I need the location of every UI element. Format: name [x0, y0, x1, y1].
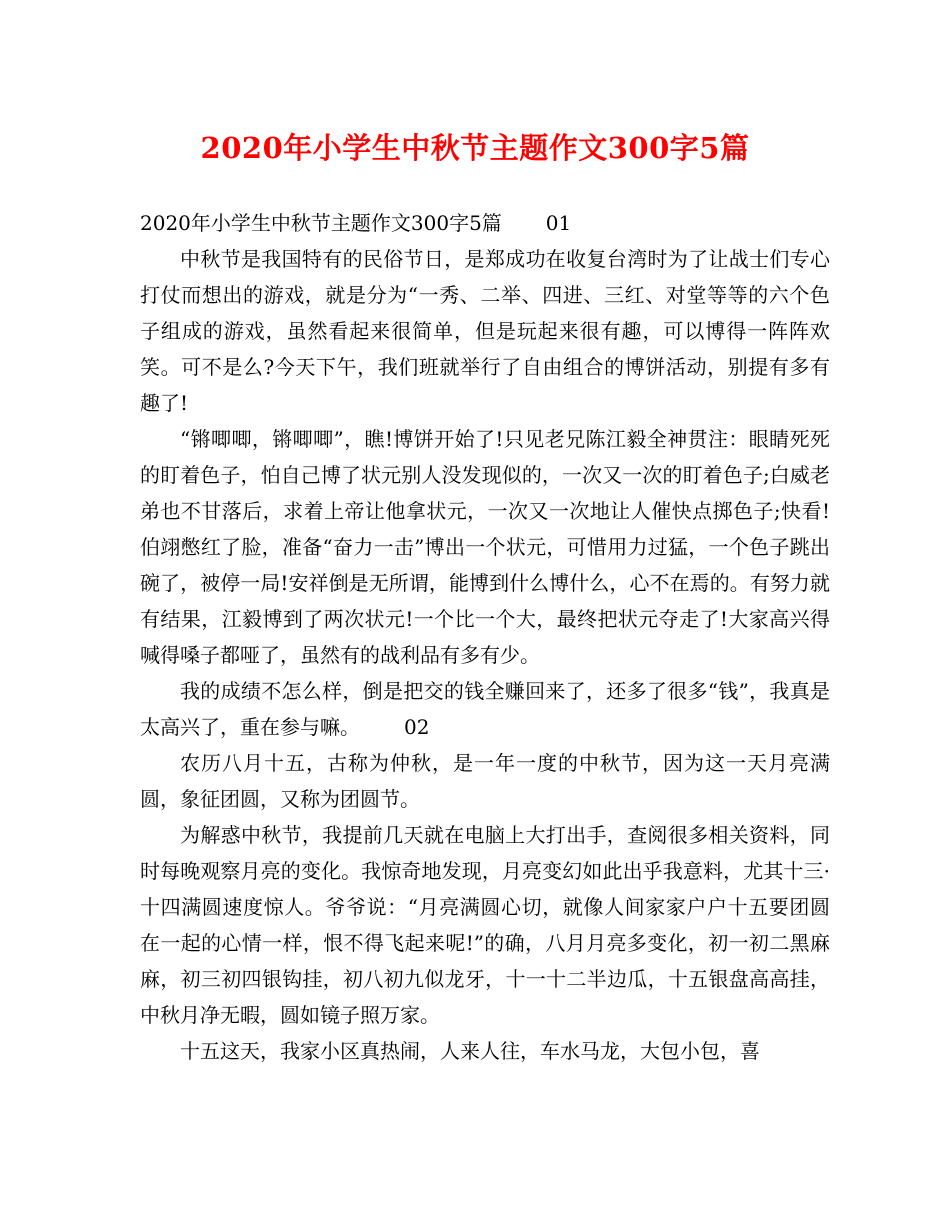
- paragraph-4: 农历八月十五，古称为仲秋，是一年一度的中秋节，因为这一天月亮满圆，象征团圆，又称为团圆节。: [140, 751, 830, 811]
- paragraph-3-text: 我的成绩不怎么样，倒是把交的钱全赚回来了，还多了很多“钱”，我真是太高兴了，重在参与嘛。: [140, 679, 830, 739]
- paragraph-3: [140, 673, 830, 745]
- document-title: 2020年小学生中秋节主题作文300字5篇: [200, 131, 750, 165]
- section-marker-01: 01: [545, 211, 572, 235]
- paragraph-6: 十五这天，我家小区真热闹，人来人往，车水马龙，大包小包，喜: [180, 1039, 760, 1063]
- paragraph-2: “锵唧唧，锵唧唧”，瞧!博饼开始了!只见老兄陈江毅全神贯注：眼睛死死的盯着色子，怕自己博了状元别人没发现似的，一次又一次的盯着色子;白威老弟也不甘落后，求着上帝让他拿状元，一次又一次地让人催快点掷色子;快看!伯翊憋红了脸，准备“奋力一击”博出一个状元，可惜用力过猛，一个色子跳出碗了，被停一局!安祥倒是无所谓，能博到什么博什么，心不在焉的。有努力就有结果，江毅博到了两次状元!一个比一个大，最终把状元夺走了!大家高兴得喊得嗓子都哑了，虽然有的战利品有多有少。: [140, 427, 830, 667]
- paragraph-5: 为解惑中秋节，我提前几天就在电脑上大打出手，查阅很多相关资料，同时每晚观察月亮的变化。我惊奇地发现，月亮变幻如此出乎我意料，尤其十三·十四满圆速度惊人。爷爷说：“月亮满圆心切，就像人间家家户户十五要团圆在一起的心情一样，恨不得飞起来呢!”的确，八月月亮多变化，初一初二黑麻麻，初三初四银钩挂，初八初九似龙牙，十一十二半边瓜，十五银盘高高挂，中秋月净无暇，圆如镜子照万家。: [140, 823, 830, 1027]
- document-body: [140, 205, 830, 1069]
- paragraph-1: 中秋节是我国特有的民俗节日，是郑成功在收复台湾时为了让战士们专心打仗而想出的游戏，就是分为“一秀、二举、四进、三红、对堂等等的六个色子组成的游戏，虽然看起来很简单，但是玩起来很有趣，可以博得一阵阵欢笑。可不是么?今天下午，我们班就举行了自由组合的博饼活动，别提有多有趣了!: [140, 247, 830, 415]
- subtitle: 2020年小学生中秋节主题作文300字5篇: [140, 211, 502, 235]
- subtitle-line: [140, 205, 830, 241]
- section-marker-02: 02: [404, 715, 430, 739]
